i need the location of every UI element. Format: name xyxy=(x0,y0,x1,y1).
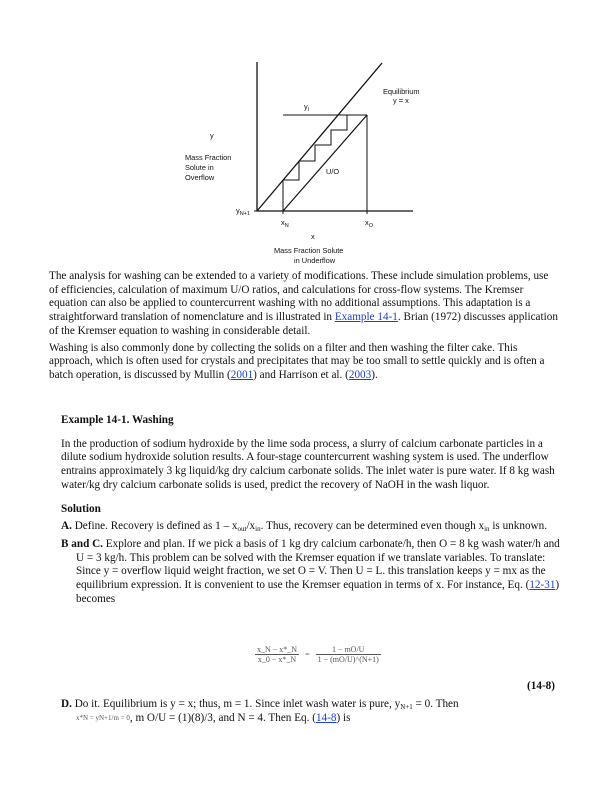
example-title: Example 14-1. Washing xyxy=(61,414,174,426)
y-axis-title-line1: Mass Fraction xyxy=(185,153,232,162)
solution-title: Solution xyxy=(61,502,101,515)
equation-left-fraction xyxy=(255,645,299,664)
example-14-1 xyxy=(61,414,561,606)
mullin-2001-link[interactable]: 2001 xyxy=(230,368,254,381)
step-d-section xyxy=(61,698,561,725)
xo-label: $x_O$ xyxy=(365,218,373,229)
paragraph-washing-extensions: The analysis for washing can be extended to a variety of modifications. These include simulation problems, use of efficiencies, calculation of maximum U/O ratios, and calculations for cross-flow systems. The Kremser equation can also be applied to countercurrent washing with no additional assumptions. This adaptation is a straightforward translation of nomenclature and is illustrated in Example 14-1. Brian (1972) discusses application of the Kremser equation to washing in considerable detail. xyxy=(49,270,558,337)
xn-label: $x_N$ xyxy=(281,218,289,229)
paragraph-filter-washing: Washing is also commonly done by collecting the solids on a filter and then washing the filter cake. This approach, which is often used for crystals and precipitates that may be too small to settle quickly and is often a batch operation, is discussed by Mullin (2001) and Harrison et al. (2003). xyxy=(49,341,545,381)
eq-12-31-link[interactable]: 12-31 xyxy=(529,579,556,592)
mccabe-thiele-figure xyxy=(170,50,460,282)
washing-stage-diagram xyxy=(170,50,460,282)
eq-14-8-link[interactable]: 14-8 xyxy=(315,711,337,724)
equilibrium-label: Equilibrium xyxy=(383,87,420,96)
harrison-2003-link[interactable]: 2003 xyxy=(348,368,372,381)
equation-right-denominator: 1 − (mO/U)^(N+1) xyxy=(317,655,379,664)
y-axis-letter: y xyxy=(210,131,214,140)
step-a-define: A. Define. Recovery is defined as $1 - x_{out}/x_{in}$. Thus, recovery can be determined even though $x_{in}$ is unknown. xyxy=(61,520,548,534)
equation-left-denominator: x_0 − x*_N xyxy=(257,655,297,664)
equilibrium-line xyxy=(257,63,382,211)
y-axis-title-line3: Overflow xyxy=(185,173,215,182)
body-paragraphs xyxy=(49,270,559,386)
y1-label: $y_l$ xyxy=(304,102,309,113)
operating-line-uo xyxy=(283,115,367,211)
step-d-do-it: D. Do it. Equilibrium is y = x; thus, m = 1. Since inlet wash water is pure, $y_{N+1} = 0$. Then x*N = yN+1/m = 0, m O/U = (1)(8)/3, and N = 4. Then Eq. (14-8) is xyxy=(61,698,459,724)
example-14-1-link[interactable]: Example 14-1 xyxy=(334,311,398,324)
equation-right-fraction xyxy=(316,645,381,664)
yn1-label: $y_{N+1}$ xyxy=(236,206,250,217)
step-bc-explore-plan: B and C. Explore and plan. If we pick a basis of 1 kg dry calcium carbonate/h, then O = 8 kg wash water/h and U = 3 kg/h. This problem can be solved with the Kremser equation if we translate variables. To translate: Since y = overflow liquid weight fraction, we set O = V. Then U = L. this translation keeps y = mx as the equilibrium expression. It is convenient to use the Kremser equation in terms of x. For instance, Eq. (12-31) becomes xyxy=(61,537,560,605)
equation-left-numerator: x_N − x*_N xyxy=(257,645,298,654)
example-statement: In the production of sodium hydroxide by the lime soda process, a slurry of calcium carbonate particles in a dilute sodium hydroxide solution results. A four-stage countercurrent washing system is used. The underflow entrains approximately 3 kg liquid/kg dry calcium carbonate solids. The inlet water is pure water. If 8 kg wash water/kg dry calcium carbonate solids is used, predict the recovery of NaOH in the wash liquor. xyxy=(61,437,555,491)
step-d-inline-equation: x*N = yN+1/m = 0 xyxy=(76,713,130,722)
y-axis-title-line2: Solute in xyxy=(185,163,214,172)
equilibrium-equation: y = x xyxy=(393,96,409,105)
equation-number: (14-8) xyxy=(527,680,555,692)
equation-right-numerator: 1 − mO/U xyxy=(316,645,381,655)
stage-steps xyxy=(283,115,347,211)
kremser-equation-14-8 xyxy=(255,645,381,664)
equation-equals: = xyxy=(305,650,310,659)
x-axis-title-line1: Mass Fraction Solute xyxy=(274,246,344,255)
uo-label: U/O xyxy=(326,167,340,176)
x-axis-title-line2: in Underflow xyxy=(294,256,336,265)
x-axis-letter: x xyxy=(311,232,315,241)
